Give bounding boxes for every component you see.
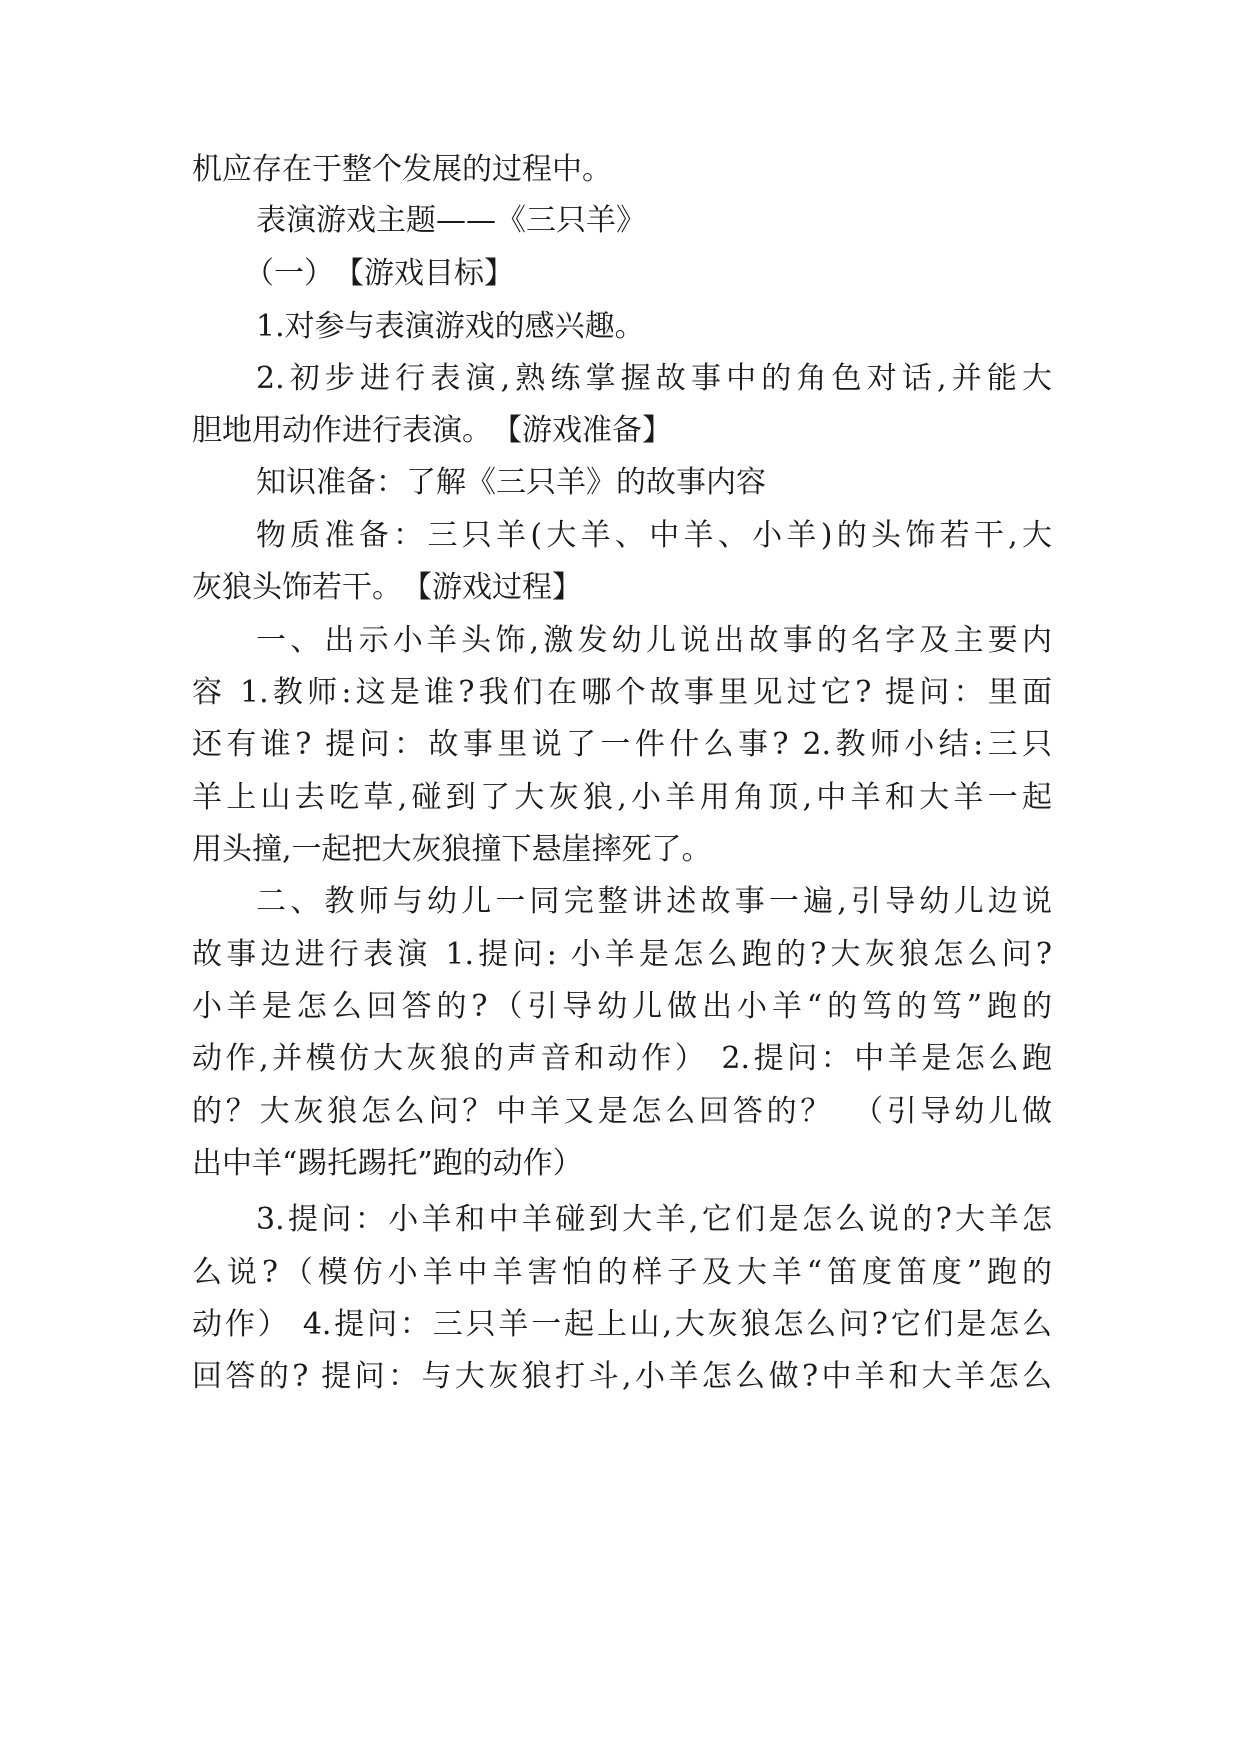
text-line: 灰狼头饰若干。 【游戏过程】 <box>192 570 582 605</box>
text-line: 小羊是怎么回答的?（引导幼儿做出小羊“的笃的笃”跑的 <box>192 989 1052 1024</box>
text-line: 用头撞,一起把大灰狼撞下悬崖摔死了。 <box>192 832 712 867</box>
text-line: 二、教师与幼儿一同完整讲述故事一遍,引导幼儿边说 <box>256 884 1052 919</box>
text-line: 出中羊“踢托踢托”跑的动作） <box>192 1146 583 1181</box>
section-heading: （一） 【游戏目标】 <box>244 256 514 291</box>
text-line: 动作） 4.提问：三只羊一起上山,大灰狼怎么问?它们是怎么 <box>192 1307 1052 1342</box>
text-line: 还有谁? 提问：故事里说了一件什么事? 2.教师小结:三只 <box>192 727 1052 762</box>
text-line: 知识准备：了解《三只羊》的故事内容 <box>256 465 766 500</box>
text-line: 3.提问：小羊和中羊碰到大羊,它们是怎么说的?大羊怎 <box>256 1202 1052 1237</box>
text-line: 动作,并模仿大灰狼的声音和动作） 2.提问：中羊是怎么跑 <box>192 1041 1052 1076</box>
text-line: 1.对参与表演游戏的感兴趣。 <box>256 309 645 344</box>
text-line: 2.初步进行表演,熟练掌握故事中的角色对话,并能大 <box>256 361 1052 396</box>
text-line: 容 1.教师:这是谁?我们在哪个故事里见过它? 提问：里面 <box>192 675 1052 710</box>
text-line: 物质准备：三只羊(大羊、中羊、小羊)的头饰若干,大 <box>256 518 1052 553</box>
text-line: 故事边进行表演 1.提问: 小羊是怎么跑的?大灰狼怎么问? <box>192 937 1052 972</box>
text-line: 胆地用动作进行表演。 【游戏准备】 <box>192 413 672 448</box>
text-line: 机应存在于整个发展的过程中。 <box>192 152 612 187</box>
section-title: 表演游戏主题——《三只羊》 <box>256 203 646 238</box>
text-line: 羊上山去吃草,碰到了大灰狼,小羊用角顶,中羊和大羊一起 <box>192 780 1052 815</box>
text-line: 的？大灰狼怎么问？中羊又是怎么回答的？ （引导幼儿做 <box>192 1094 1052 1129</box>
text-line: 么说?（模仿小羊中羊害怕的样子及大羊“笛度笛度”跑的 <box>192 1255 1052 1290</box>
text-line: 一、出示小羊头饰,激发幼儿说出故事的名字及主要内 <box>256 623 1052 658</box>
text-line: 回答的? 提问：与大灰狼打斗,小羊怎么做?中羊和大羊怎么 <box>192 1359 1052 1394</box>
